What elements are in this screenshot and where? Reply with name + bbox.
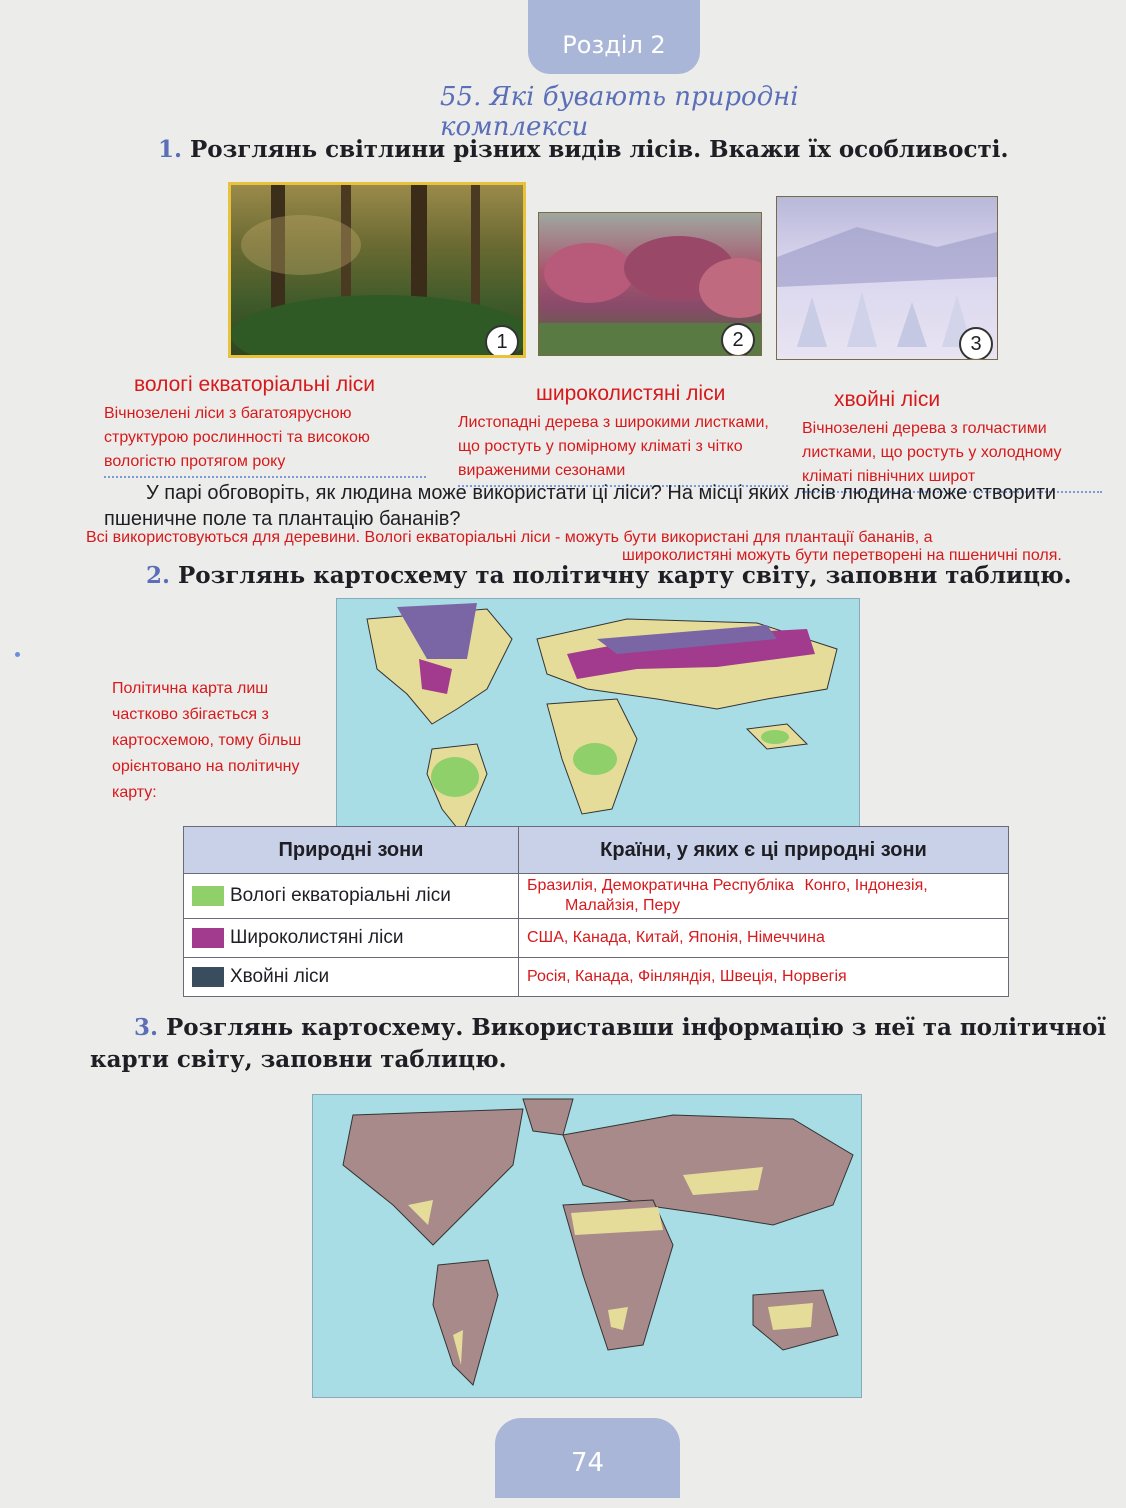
countries-text-a: Бразилія, Демократична Республіка — [527, 877, 794, 894]
task1-number: 1. — [158, 136, 183, 163]
equatorial-swatch — [192, 886, 224, 906]
task3-number: 3. — [134, 1014, 159, 1041]
zone-cell — [184, 919, 519, 958]
task2-heading — [146, 562, 1072, 589]
conifer-swatch — [192, 967, 224, 987]
page-number-tab — [495, 1418, 680, 1498]
table-header-zones: Природні зони — [184, 827, 519, 874]
forest-title-broadleaf: широколистяні ліси — [536, 382, 726, 405]
margin-dot — [15, 652, 20, 657]
zone-label: Хвойні ліси — [230, 966, 330, 987]
forest-zones-map — [336, 598, 860, 840]
forest-desc-broadleaf: Листопадні дерева з широкими листками, що ростуть у помірному кліматі з чітко вираженими сезонами — [458, 411, 788, 487]
forest-title-equatorial: вологі екваторіальні ліси — [134, 373, 375, 396]
pair-question: У парі обговоріть, як людина може використати ці ліси? На місці яких лісів людина може створити пшеничне поле та плантацію бананів? — [104, 482, 1057, 530]
answer-line-1: Всі використовуються для деревини. Вологі екваторіальні ліси - можуть бути використані для плантації бананів, а — [86, 529, 933, 546]
task1-heading-text: Розглянь світлини різних видів лісів. Вкажи їх особливості. — [190, 136, 1009, 163]
forest-zones-map-illustration — [337, 599, 859, 839]
zone-cell — [184, 958, 519, 997]
task3-heading-line1 — [134, 1014, 1106, 1041]
table-row — [184, 874, 1009, 919]
countries-text: США, Канада, Китай, Японія, Німеччина — [527, 929, 825, 946]
natural-zones-table — [183, 826, 1009, 997]
table-row — [184, 958, 1009, 997]
photo-number-3: 3 — [959, 327, 993, 360]
chapter-label: Розділ 2 — [562, 31, 666, 59]
page-number: 74 — [570, 1448, 605, 1478]
broadleaf-swatch — [192, 928, 224, 948]
broadleaf-forest-photo — [538, 212, 762, 356]
countries-cell[interactable] — [519, 919, 1009, 958]
equatorial-forest-illustration — [231, 185, 523, 355]
chapter-tab — [528, 0, 700, 74]
zone-cell — [184, 874, 519, 919]
deserts-map-illustration — [313, 1095, 861, 1397]
task2-heading-text: Розглянь картосхему та політичну карту світу, заповни таблицю. — [178, 562, 1072, 589]
task2-number: 2. — [146, 562, 171, 589]
countries-cell[interactable] — [519, 958, 1009, 997]
conifer-forest-photo — [776, 196, 998, 360]
map-note: Політична карта лиш частково збігається з картосхемою, тому більш орієнтовано на політичну карту: — [112, 680, 302, 801]
table-row — [184, 919, 1009, 958]
task3-heading-text-1: Розглянь картосхему. Використавши інформацію з неї та політичної — [166, 1014, 1107, 1041]
photo-number-2: 2 — [721, 323, 755, 356]
photo-number-1: 1 — [485, 325, 519, 358]
zone-label: Широколистяні ліси — [230, 927, 404, 948]
forest-desc-conifer: Вічнозелені дерева з голчастими листками, що ростуть у холодному кліматі північних широт — [802, 417, 1102, 493]
zone-label: Вологі екваторіальні ліси — [230, 885, 451, 906]
countries-text: Росія, Канада, Фінляндія, Швеція, Норвегія — [527, 968, 847, 985]
countries-text-c: Малайзія, Перу — [565, 897, 681, 914]
table-header-row — [184, 827, 1009, 874]
lesson-title: 55. Які бувають природні комплекси — [440, 82, 799, 142]
answer-line-2: широколистяні можуть бути перетворені на пшеничні поля. — [622, 547, 1062, 564]
table-header-countries: Країни, у яких є ці природні зони — [519, 827, 1009, 874]
forest-desc-equatorial: Вічнозелені ліси з багатоярусною структурою рослинності та високою вологістю протягом року — [104, 402, 426, 478]
countries-text-b: Конго, Індонезія, — [804, 877, 928, 894]
equatorial-forest-photo — [228, 182, 526, 358]
countries-cell[interactable] — [519, 874, 1009, 919]
forest-title-conifer: хвойні ліси — [834, 388, 941, 411]
task1-heading — [158, 136, 1008, 163]
task3-heading-line2: карти світу, заповни таблицю. — [90, 1046, 507, 1073]
deserts-map — [312, 1094, 862, 1398]
